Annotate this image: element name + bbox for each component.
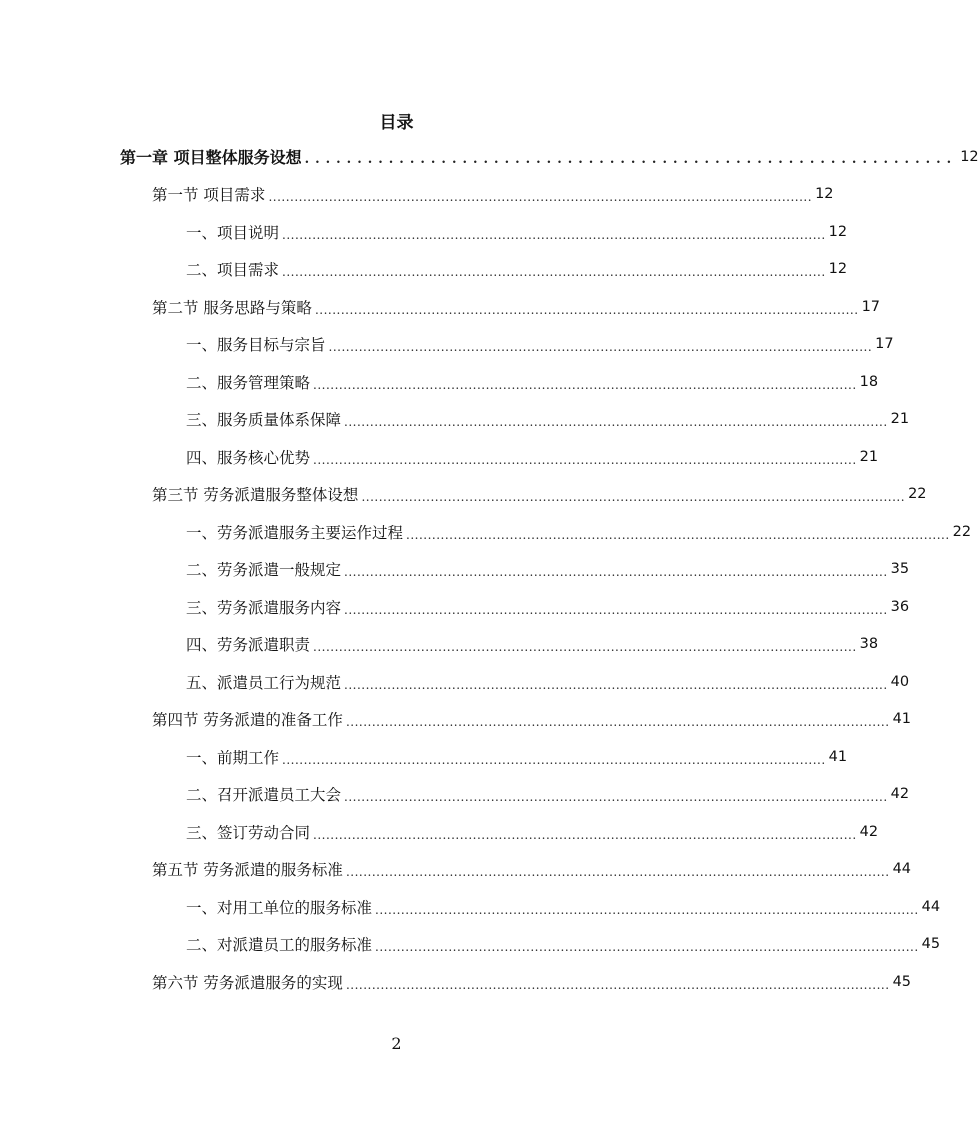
toc-entry-section[interactable] [0,851,912,888]
dot-leader: .............................................................................................................................. [282,265,826,279]
toc-entry-section[interactable] [0,476,927,513]
dot-leader: .............................................................................................................................. [344,677,888,692]
toc-entry-page: 44 [921,898,941,915]
toc-entry-section[interactable] [0,288,881,325]
dot-leader: .............................................................................................................................. [345,865,890,879]
toc-entry-page: 42 [859,823,879,840]
toc-entry-label: 四、服务核心优势 [186,448,311,467]
dot-leader: .............................................................. [304,152,958,167]
toc-entry-page: 12 [828,223,848,240]
toc-entry-page: 41 [892,711,912,727]
toc-entry-label: 三、服务质量体系保障 [186,411,342,429]
toc-entry-label: 第四节 劳务派遣的准备工作 [152,711,343,729]
page-number: 2 [391,1034,402,1053]
dot-leader: .............................................................................................................................. [313,640,857,654]
toc-entry-subsection[interactable] [0,776,910,813]
toc-entry-subsection[interactable] [0,663,910,700]
dot-leader: .............................................................................................................................. [344,565,888,579]
toc-entry-page: 18 [859,373,879,390]
toc-entry-subsection[interactable] [0,626,879,663]
toc-entry-subsection[interactable] [0,588,910,625]
toc-entry-label: 二、劳务派遣一般规定 [186,561,342,579]
dot-leader: .............................................................................................................................. [361,490,906,504]
toc-entry-page: 36 [890,598,910,615]
dot-leader: .............................................................................................................................. [406,527,950,542]
toc-entry-subsection[interactable] [0,438,879,475]
toc-entry-page: 12 [828,261,848,277]
toc-entry-label: 二、服务管理策略 [186,373,311,392]
dot-leader: .............................................................................................................................. [344,790,888,804]
toc-entry-label: 一、前期工作 [186,748,280,767]
toc-entry-page: 35 [890,561,910,577]
toc-entry-label: 一、项目说明 [186,223,280,242]
toc-entry-page: 45 [892,973,912,990]
dot-leader: .............................................................................................................................. [344,602,888,617]
dot-leader: .............................................................................................................................. [328,340,873,354]
toc-entry-page: 42 [890,786,910,802]
toc-entry-label: 二、召开派遣员工大会 [186,786,342,804]
toc-entry-subsection[interactable] [0,251,848,288]
toc-entry-label: 一、对用工单位的服务标准 [186,898,373,917]
toc-entry-section[interactable] [0,176,834,213]
toc-entry-subsection[interactable] [0,813,879,850]
toc-entry-label: 一、劳务派遣服务主要运作过程 [186,523,404,542]
toc-entry-page: 22 [952,523,972,540]
toc-entry-page: 12 [960,148,979,165]
toc-entry-label: 第二节 服务思路与策略 [152,298,312,317]
dot-leader: .............................................................................................................................. [375,902,919,917]
toc-entry-label: 第六节 劳务派遣服务的实现 [152,973,343,992]
dot-leader: .............................................................................................................................. [282,227,826,242]
toc-entry-page: 40 [890,673,910,690]
dot-leader: .............................................................................................................................. [345,715,890,729]
toc-entry-subsection[interactable] [0,551,910,588]
toc-entry-label: 五、派遣员工行为规范 [186,673,342,692]
toc-entry-label: 三、劳务派遣服务内容 [186,598,342,617]
dot-leader: .............................................................................................................................. [268,190,813,204]
toc-entry-section[interactable] [0,963,912,1000]
toc-entry-page: 21 [890,411,910,427]
toc-entry-subsection[interactable] [0,326,894,363]
dot-leader: .............................................................................................................................. [313,452,857,467]
toc-entry-label: 第五节 劳务派遣的服务标准 [152,861,343,879]
toc-entry-subsection[interactable] [0,213,848,250]
toc-entry-label: 四、劳务派遣职责 [186,636,311,654]
toc-entry-subsection[interactable] [0,888,941,925]
toc-entry-page: 17 [861,298,881,315]
toc-entry-page: 38 [859,636,879,652]
dot-leader: .............................................................................................................................. [344,415,888,429]
toc-entry-label: 三、签订劳动合同 [186,823,311,842]
toc-entry-label: 第一节 项目需求 [152,186,266,204]
toc-entry-label: 一、服务目标与宗旨 [186,336,326,354]
toc-entry-subsection[interactable] [0,513,972,550]
toc-title: 目录 [379,113,414,133]
dot-leader: .............................................................................................................................. [282,752,826,767]
toc-entry-page: 17 [875,336,894,352]
toc-entry-page: 41 [828,748,848,765]
toc-entry-label: 第一章 项目整体服务设想 [120,148,302,167]
toc-entry-subsection[interactable] [0,926,941,963]
dot-leader: .............................................................................................................................. [313,377,857,392]
toc-entry-page: 21 [859,448,879,465]
dot-leader: .............................................................................................................................. [314,302,859,317]
toc-entry-subsection[interactable] [0,363,879,400]
dot-leader: .............................................................................................................................. [345,977,890,992]
toc-entry-subsection[interactable] [0,738,848,775]
toc-entry-subsection[interactable] [0,401,910,438]
dot-leader: .............................................................................................................................. [313,827,857,842]
toc-entry-chapter-1[interactable] [0,138,979,175]
toc-entry-page: 12 [815,186,834,202]
toc-entry-label: 二、对派遣员工的服务标准 [186,936,373,954]
toc-entry-page: 44 [892,861,912,877]
toc-entry-page: 22 [908,486,927,502]
toc-entry-label: 第三节 劳务派遣服务整体设想 [152,486,359,504]
toc-entry-section[interactable] [0,701,912,738]
toc-entry-page: 45 [921,936,941,952]
dot-leader: .............................................................................................................................. [375,940,919,954]
toc-entry-label: 二、项目需求 [186,261,280,279]
